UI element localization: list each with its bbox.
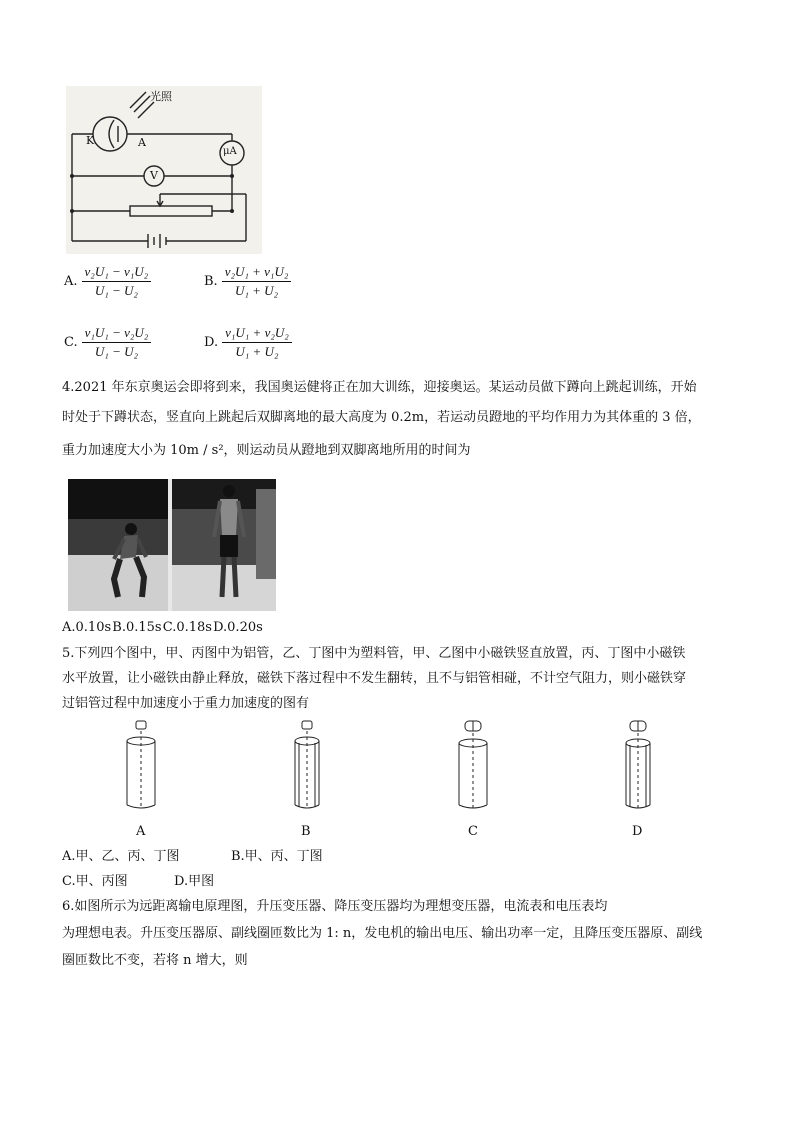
ammeter-label: μA xyxy=(223,146,237,157)
cathode-label: K xyxy=(86,134,95,147)
plastic-tube-vertical-magnet xyxy=(290,719,324,813)
option-label: B. xyxy=(204,274,218,289)
tube-label-b: B xyxy=(301,824,311,839)
q6-line-3: 圈匝数比不变，若将 n 增大，则 xyxy=(62,953,248,968)
plastic-tube-horizontal-magnet xyxy=(621,719,655,813)
tube-figure-a xyxy=(124,719,158,813)
q5-line-2: 水平放置，让小磁铁由静止释放，磁铁下落过程中不发生翻转，且不与铝管相碰，不计空气阻力，则小磁铁穿 xyxy=(62,671,687,686)
option-label: C. xyxy=(64,335,78,350)
tube-label-d: D xyxy=(632,824,643,839)
numerator: ν₂U₁ + ν₁U₂ xyxy=(222,264,292,282)
tube-label-a: A xyxy=(136,824,146,839)
denominator: U₁ + U₂ xyxy=(234,283,279,298)
q6-line-2: 为理想电表。升压变压器原、副线圈匝数比为 1: n，发电机的输出电压、输出功率一定，且降压变压器原、副线 xyxy=(62,926,703,941)
q4-line-3: 重力加速度大小为 10m / s²，则运动员从蹬地到双脚离地所用的时间为 xyxy=(62,443,471,458)
light-label: 光照 xyxy=(150,90,172,103)
athlete-photo-figure xyxy=(68,479,276,611)
q5-option-d[interactable]: D.甲图 xyxy=(174,874,215,889)
q6-line-1: 6.如图所示为远距离输电原理图，升压变压器、降压变压器均为理想变压器，电流表和电压表均 xyxy=(62,899,608,914)
aluminum-tube-vertical-magnet xyxy=(124,719,158,813)
tube-figure-b xyxy=(290,719,324,813)
tube-figure-c xyxy=(456,719,490,813)
denominator: U₁ − U₂ xyxy=(94,283,138,298)
tube-label-c: C xyxy=(468,824,478,839)
option-label: A. xyxy=(64,274,78,289)
numerator: ν₂U₁ − ν₁U₂ xyxy=(82,264,152,282)
q3-option-c[interactable] xyxy=(64,325,151,360)
photoelectric-circuit-figure xyxy=(66,86,262,254)
voltmeter-label: V xyxy=(150,169,158,182)
fraction xyxy=(222,325,292,360)
q3-option-b[interactable] xyxy=(204,264,291,299)
q4-line-1: 4.2021 年东京奥运会即将到来，我国奥运健将正在加大训练，迎接奥运。某运动员做下蹲向上跳起训练，开始 xyxy=(62,380,697,395)
numerator: ν₁U₁ + ν₂U₂ xyxy=(222,325,292,343)
numerator: ν₁U₁ − ν₂U₂ xyxy=(82,325,152,343)
option-label: D. xyxy=(204,335,219,350)
q5-line-3: 过铝管过程中加速度小于重力加速度的图有 xyxy=(62,696,310,711)
q5-line-1: 5.下列四个图中，甲、丙图中为铝管，乙、丁图中为塑料管，甲、乙图中小磁铁竖直放置，丙、丁图中小磁铁 xyxy=(62,646,686,661)
denominator: U₁ + U₂ xyxy=(235,344,279,359)
anode-label: A xyxy=(138,136,146,149)
denominator: U₁ − U₂ xyxy=(94,344,138,359)
q4-options: A.0.10s B.0.15s C.0.18s D.0.20s xyxy=(62,620,263,635)
fraction xyxy=(82,264,152,299)
aluminum-tube-horizontal-magnet xyxy=(456,719,490,813)
tube-figure-d xyxy=(621,719,655,813)
q3-option-d[interactable] xyxy=(204,325,292,360)
circuit-diagram xyxy=(66,86,262,254)
athlete-photos xyxy=(68,479,276,611)
q5-option-b[interactable]: B.甲、丙、丁图 xyxy=(231,849,323,864)
q3-option-a[interactable] xyxy=(64,264,151,299)
fraction xyxy=(222,264,292,299)
q4-line-2: 时处于下蹲状态，竖直向上跳起后双脚离地的最大高度为 0.2m，若运动员蹬地的平均作用力为其体重的 3 倍， xyxy=(62,410,701,425)
fraction xyxy=(82,325,152,360)
q5-option-c[interactable]: C.甲、丙图 xyxy=(62,874,128,889)
q5-option-a[interactable]: A.甲、乙、丙、丁图 xyxy=(62,849,180,864)
